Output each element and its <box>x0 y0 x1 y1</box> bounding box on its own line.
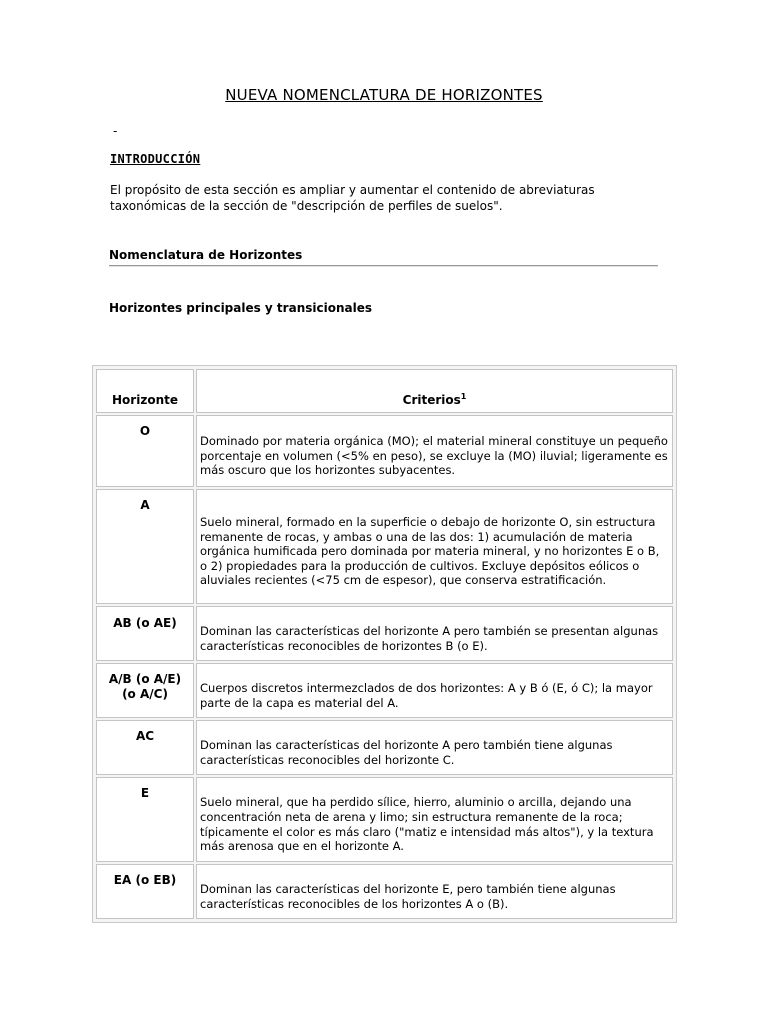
header-horizonte <box>96 369 194 413</box>
table-row <box>96 777 673 862</box>
intro-paragraph: El propósito de esta sección es ampliar y aumentar el contenido de abreviaturas taxonómicas de la sección de "descripción de perfiles de suelos". <box>110 183 595 213</box>
page-title: NUEVA NOMENCLATURA DE HORIZONTES <box>225 86 543 104</box>
row-horizonte: E <box>96 777 194 862</box>
table-row <box>96 663 673 718</box>
row-criterio: Dominan las características del horizonte E, pero también tiene algunas características reconocibles de los horizontes A o (B). <box>196 864 673 919</box>
horizons-table-frame <box>92 365 677 923</box>
table-row <box>96 489 673 604</box>
intro-heading: INTRODUCCIÓN <box>110 152 201 166</box>
row-horizonte: O <box>96 415 194 487</box>
row-criterio: Dominan las características del horizonte A pero también tiene algunas características reconocibles del horizonte C. <box>196 720 673 775</box>
header-criterios-label: Criterios <box>402 393 461 408</box>
sub-heading: Horizontes principales y transicionales <box>109 301 372 315</box>
row-criterio: Suelo mineral, formado en la superficie o debajo de horizonte O, sin estructura remanente de rocas, y ambas o una de las dos: 1) acumulación de materia orgánica humificada pero dominada por materia mineral, y no horizontes E o B, o 2) propiedades para la producción de cultivos. Excluye depósitos eólicos o aluviales recientes (<75 cm de espesor), que conserva estratificación. <box>196 489 673 604</box>
row-criterio: Cuerpos discretos intermezclados de dos horizontes: A y B ó (E, ó C); la mayor parte de la capa es material del A. <box>196 663 673 718</box>
row-horizonte: AC <box>96 720 194 775</box>
horizons-table <box>94 367 675 921</box>
section-divider <box>109 265 658 267</box>
dash-mark: - <box>113 124 118 138</box>
table-header-row <box>96 369 673 413</box>
header-criterios-footnote: 1 <box>460 392 467 402</box>
row-criterio: Dominan las características del horizonte A pero también se presentan algunas características reconocibles de horizontes B (o E). <box>196 606 673 661</box>
table-row <box>96 720 673 775</box>
section-heading: Nomenclatura de Horizontes <box>109 248 303 262</box>
header-horizonte-label: Horizonte <box>112 393 178 408</box>
row-horizonte: A <box>96 489 194 604</box>
row-horizonte: EA (o EB) <box>96 864 194 919</box>
header-criterios <box>196 369 673 413</box>
row-criterio: Suelo mineral, que ha perdido sílice, hierro, aluminio o arcilla, dejando una concentración neta de arena y limo; sin estructura remanente de la roca; típicamente el color es más claro ("matiz e intensidad más altos"), y la textura más arenosa que en el horizonte A. <box>196 777 673 862</box>
row-horizonte: A/B (o A/E) (o A/C) <box>96 663 194 718</box>
table-row <box>96 864 673 919</box>
row-criterio: Dominado por materia orgánica (MO); el material mineral constituye un pequeño porcentaje en volumen (<5% en peso), se excluye la (MO) iluvial; ligeramente es más oscuro que los horizontes subyacentes. <box>196 415 673 487</box>
row-horizonte: AB (o AE) <box>96 606 194 661</box>
table-row <box>96 415 673 487</box>
table-row <box>96 606 673 661</box>
